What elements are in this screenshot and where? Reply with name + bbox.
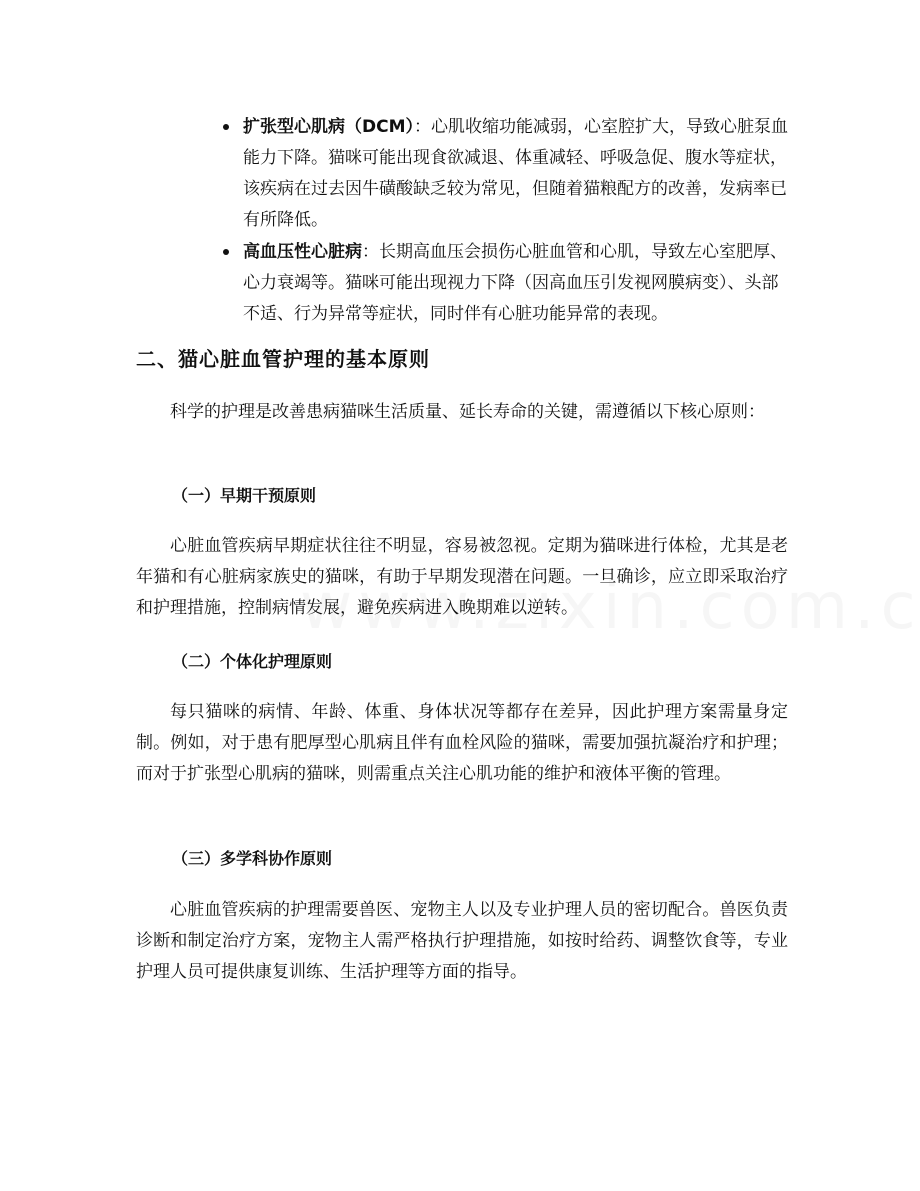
paragraph-individual: 每只猫咪的病情、年龄、体重、身体状况等都存在差异，因此护理方案需量身定制。例如，对于患有肥厚型心肌病且伴有血栓风险的猫咪，需要加强抗凝治疗和护理；而对于扩张型心肌病的猫咪，则需重点关注心肌功能的维护和液体平衡的管理。: [136, 702, 788, 784]
subsection-heading-individual: （二）个体化护理原则: [172, 652, 333, 671]
section-heading: 二、猫心脏血管护理的基本原则: [136, 347, 430, 371]
bullet-text: ：长期高血压会损伤心脏血管和心肌，导致左心室肥厚、心力衰竭等。猫咪可能出现视力下降（因高血压引发视网膜病变）、头部不适、行为异常等症状，同时伴有心脏功能异常的表现。: [243, 242, 787, 324]
bullet-term: 扩张型心肌病（DCM）: [243, 117, 415, 137]
bullet-dot-icon: [223, 124, 229, 130]
section-intro-paragraph: 科学的护理是改善患病猫咪生活质量、延长寿命的关键，需遵循以下核心原则：: [170, 402, 765, 422]
bullet-item-hypertensive: [243, 237, 788, 330]
bullet-item-dcm: [243, 112, 788, 236]
subsection-heading-collab: （三）多学科协作原则: [172, 849, 333, 868]
subsection-heading-early: （一）早期干预原则: [172, 486, 317, 505]
bullet-term: 高血压性心脏病: [243, 242, 362, 262]
bullet-text: ：心肌收缩功能减弱，心室腔扩大，导致心脏泵血能力下降。猫咪可能出现食欲减退、体重减轻、呼吸急促、腹水等症状，该疾病在过去因牛磺酸缺乏较为常见，但随着猫粮配方的改善，发病率已有所降低。: [243, 117, 789, 230]
bullet-dot-icon: [223, 249, 229, 255]
paragraph-collab: 心脏血管疾病的护理需要兽医、宠物主人以及专业护理人员的密切配合。兽医负责诊断和制定治疗方案，宠物主人需严格执行护理措施，如按时给药、调整饮食等，专业护理人员可提供康复训练、生活护理等方面的指导。: [136, 900, 788, 982]
paragraph-early: 心脏血管疾病早期症状往往不明显，容易被忽视。定期为猫咪进行体检，尤其是老年猫和有心脏病家族史的猫咪，有助于早期发现潜在问题。一旦确诊，应立即采取治疗和护理措施，控制病情发展，避免疾病进入晚期难以逆转。: [136, 536, 788, 618]
